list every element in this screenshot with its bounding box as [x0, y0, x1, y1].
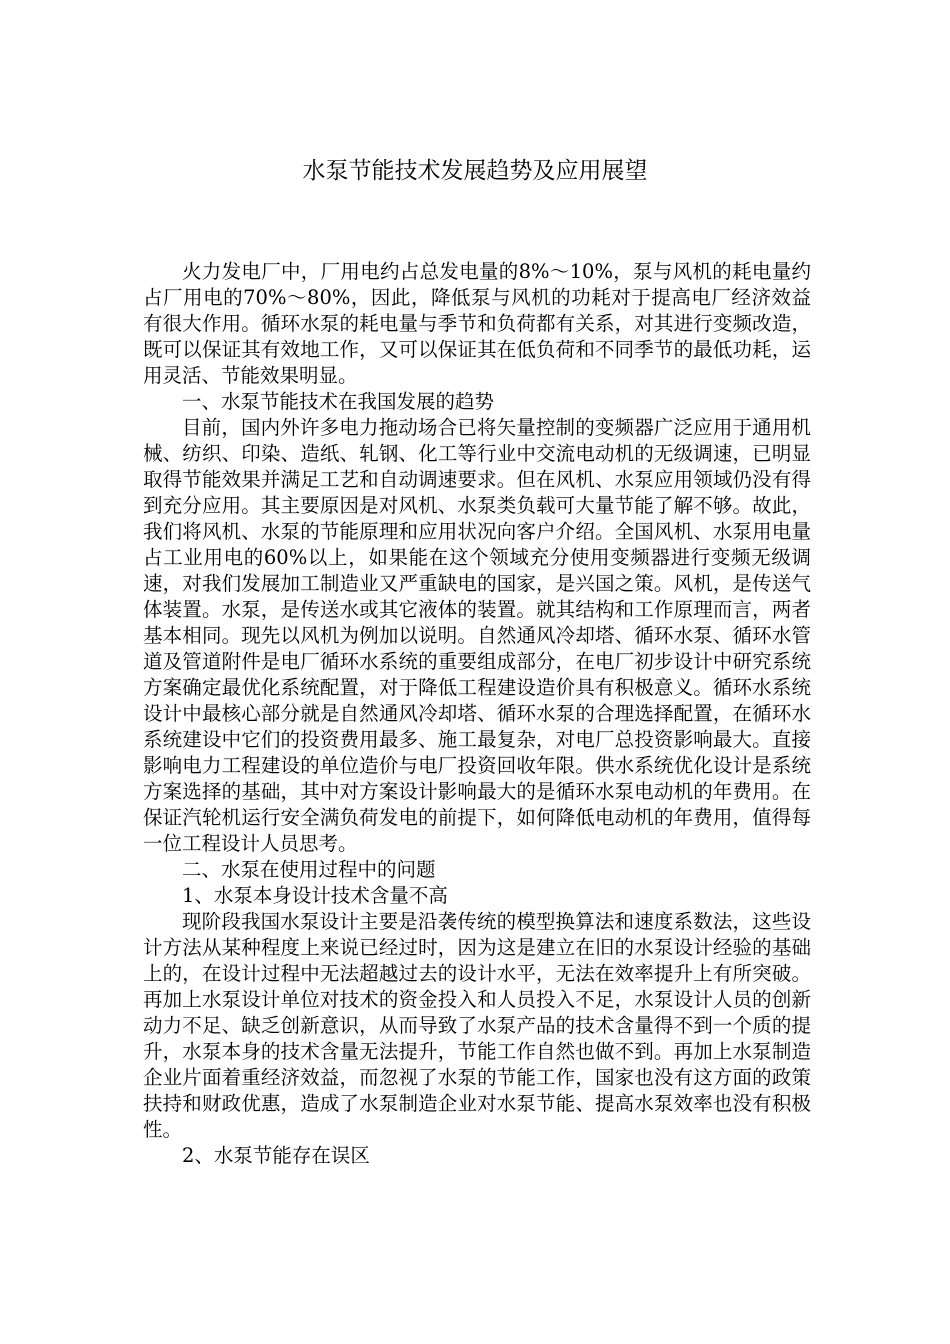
section-heading-2: 二、水泵在使用过程中的问题: [182, 858, 436, 881]
subsection-heading-2-1: 1、水泵本身设计技术含量不高: [182, 884, 448, 907]
document-body: [143, 259, 811, 1169]
section-1-paragraph: 目前，国内外许多电力拖动场合已将矢量控制的变频器广泛应用于通用机械、纺织、印染、造纸、轧钢、化工等行业中交流电动机的无级调速，已明显取得节能效果并满足工艺和自动调速要求。但在风机、水泵应用领域仍没有得到充分应用。其主要原因是对风机、水泵类负载可大量节能了解不够。故此，我们将风机、水泵的节能原理和应用状况向客户介绍。全国风机、水泵用电量占工业用电的60%以上，如果能在这个领域充分使用变频器进行变频无级调速，对我们发展加工制造业又严重缺电的国家，是兴国之策。风机，是传送气体装置。水泵，是传送水或其它液体的装置。就其结构和工作原理而言，两者基本相同。现先以风机为例加以说明。自然通风冷却塔、循环水泵、循环水管道及管道附件是电厂循环水系统的重要组成部分，在电厂初步设计中研究系统方案确定最优化系统配置，对于降低工程建设造价具有积极意义。循环水系统设计中最核心部分就是自然通风冷却塔、循环水泵的合理选择配置，在循环水系统建设中它们的投资费用最多、施工最复杂，对电厂总投资影响最大。直接影响电力工程建设的单位造价与电厂投资回收年限。供水系统优化设计是系统方案选择的基础，其中对方案设计影响最大的是循环水泵电动机的年费用。在保证汽轮机运行安全满负荷发电的前提下，如何降低电动机的年费用，值得每一位工程设计人员思考。: [143, 416, 811, 855]
document-title: 水泵节能技术发展趋势及应用展望: [302, 158, 648, 184]
subsection-heading-2-2: 2、水泵节能存在误区: [182, 1144, 370, 1167]
subsection-2-1-paragraph: 现阶段我国水泵设计主要是沿袭传统的模型换算法和速度系数法，这些设计方法从某种程度上来说已经过时，因为这是建立在旧的水泵设计经验的基础上的，在设计过程中无法超越过去的设计水平，无法在效率提升上有所突破。再加上水泵设计单位对技术的资金投入和人员投入不足，水泵设计人员的创新动力不足、缺乏创新意识，从而导致了水泵产品的技术含量得不到一个质的提升，水泵本身的技术含量无法提升，节能工作自然也做不到。再加上水泵制造企业片面着重经济效益，而忽视了水泵的节能工作，国家也没有这方面的政策扶持和财政优惠，造成了水泵制造企业对水泵节能、提高水泵效率也没有积极性。: [143, 910, 811, 1141]
intro-paragraph: 火力发电厂中，厂用电约占总发电量的8%～10%，泵与风机的耗电量约占厂用电的70%～80%，因此，降低泵与风机的功耗对于提高电厂经济效益有很大作用。循环水泵的耗电量与季节和负荷都有关系，对其进行变频改造，既可以保证其有效地工作，又可以保证其在低负荷和不同季节的最低功耗，运用灵活、节能效果明显。: [143, 260, 811, 387]
section-heading-1: 一、水泵节能技术在我国发展的趋势: [182, 390, 495, 413]
